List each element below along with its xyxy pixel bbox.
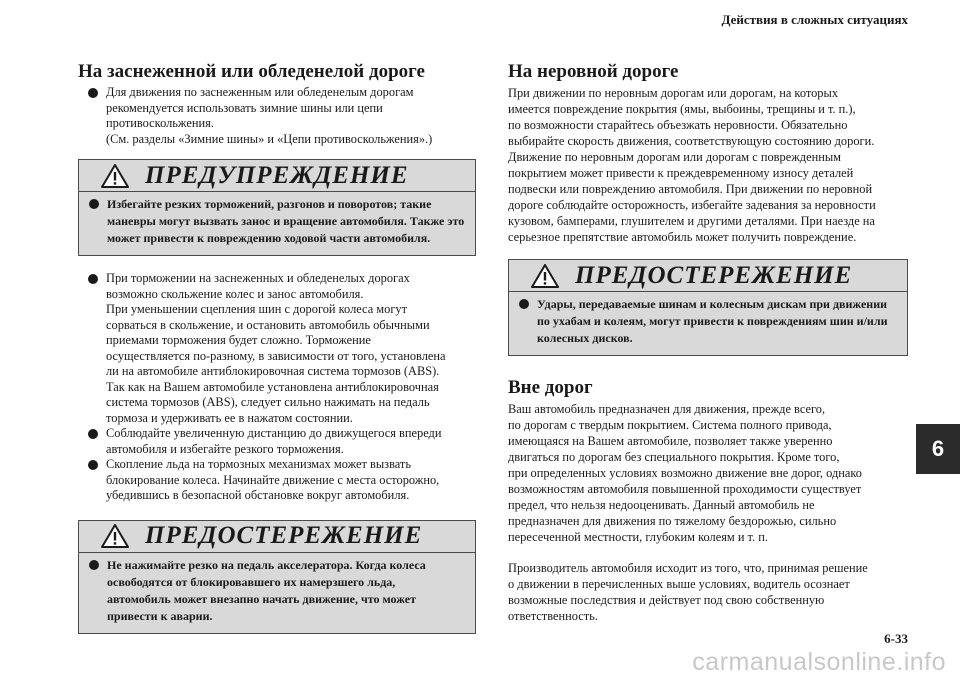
warning-box — [78, 159, 476, 256]
caution-divider — [79, 552, 475, 553]
caution-divider — [509, 291, 907, 292]
caution-box-header — [517, 260, 899, 291]
bullet-dot-icon — [519, 299, 529, 309]
rough-road-paragraph: При движении по неровным дорогам или дорогам, на которых имеется повреждение покрытия (ямы, выбоины, трещины и т. п.), по возможности старайтесь объезжать неровности. Обязательно выбирайте скорость движения, соответствующую состоянию дороги. Движение по неровным дорогам или дорогам с поврежденным покрытием может привести к преждевременному износу деталей подвески или повреждению автомобиля. При движении по неровной дороге соблюдайте осторожность, избегайте задевания за неровности кузовом, бамперами, глушителем и другими деталями. При наезде на серьезное препятствие автомобиль может получить повреждение. — [508, 86, 876, 244]
bullet-dot-icon — [89, 199, 99, 209]
caution-box — [508, 259, 908, 356]
warning-text: Избегайте резких торможений, разгонов и поворотов; такие маневры могут вызвать занос и вращение автомобиля. Также это может привести к повреждению ходовой части автомобиля. — [107, 197, 465, 245]
caution-box — [78, 520, 476, 634]
warning-body — [87, 196, 467, 247]
list-item-text: При торможении на заснеженных и обледенелых дорогах возможно скольжение колес и занос автомобиля. При уменьшении сцепления шин с дорогой колеса могут сорваться в скольжение, и остановить автомобиль обычными приемами торможения будет сложно. Торможение осуществляется по-разному, в зависимости от того, установлена ли на автомобиле антиблокировочная система тормозов (ABS). Так как на Вашем автомобиле установлена антиблокировочная система тормозов (ABS), следует сильно нажимать на педаль тормоза и удерживать ее в нажатом состоянии. — [106, 271, 446, 425]
caution-text: Не нажимайте резко на педаль акселератора. Когда колеса освободятся от блокировавшего их намерзшего льда, автомобиль может внезапно начать движение, что может привести к аварии. — [107, 557, 426, 623]
chapter-tab: 6 — [916, 424, 960, 474]
bullet-dot-icon — [88, 88, 98, 98]
right-column — [508, 60, 908, 624]
list-item-text: Соблюдайте увеличенную дистанцию до движущегося впереди автомобиля и избегайте резкого торможения. — [106, 426, 442, 456]
warning-label: ПРЕДУПРЕЖДЕНИЕ — [145, 161, 409, 189]
list-item-text: Скопление льда на тормозных механизмах может вызвать блокирование колеса. Начинайте движение с места осторожно, убедившись в безопасной обстановке вокруг автомобиля. — [106, 457, 440, 502]
bullet-list-top — [78, 85, 476, 147]
caution-label: ПРЕДОСТЕРЕЖЕНИЕ — [145, 522, 423, 549]
bullet-dot-icon — [88, 429, 98, 439]
section-heading-off-road: Вне дорог — [508, 377, 593, 398]
page-number: 6-33 — [884, 631, 908, 646]
section-heading-snow: На заснеженной или обледенелой дороге — [78, 61, 425, 82]
caution-body — [517, 296, 899, 347]
list-item — [78, 426, 476, 457]
list-item — [78, 85, 476, 147]
warning-triangle-icon — [101, 524, 129, 548]
page-header-title: Действия в сложных ситуациях — [721, 12, 908, 27]
caution-label: ПРЕДОСТЕРЕЖЕНИЕ — [575, 261, 853, 289]
left-column — [78, 60, 476, 634]
caution-box-header — [87, 521, 467, 552]
bullet-dot-icon — [88, 274, 98, 284]
warning-box-header — [87, 160, 467, 191]
list-item — [78, 457, 476, 504]
bullet-dot-icon — [89, 560, 99, 570]
manufacturer-paragraph: Производитель автомобиля исходит из того, что, принимая решение о движении в перечисленных выше условиях, водитель осознает возможные последствия и действует под свою собственную ответственность. — [508, 561, 868, 623]
bullet-dot-icon — [88, 460, 98, 470]
list-item — [78, 271, 476, 426]
warning-triangle-icon — [531, 264, 559, 288]
caution-body — [87, 557, 467, 625]
watermark: carmanualsonline.info — [692, 648, 946, 676]
bullet-list-mid — [78, 271, 476, 504]
caution-text: Удары, передаваемые шинам и колесным дискам при движении по ухабам и колеям, могут привести к повреждениям шин и/или колесных дисков. — [537, 297, 888, 345]
list-item-text: Для движения по заснеженным или обледенелым дорогам рекомендуется использовать зимние шины или цепи противоскольжения. (См. разделы «Зимние шины» и «Цепи противоскольжения».) — [106, 85, 433, 146]
off-road-paragraph: Ваш автомобиль предназначен для движения, прежде всего, по дорогам с твердым покрытием. Система полного привода, имеющаяся на Вашем автомобиле, позволяет также уверенно двигаться по дорогам без специального покрытия. Кроме того, при определенных условиях возможно движение вне дорог, однако возможностям автомобиля повышенной проходимости существует предел, что нельзя недооценивать. Данный автомобиль не предназначен для движения по тяжелому бездорожью, сильно пересеченной местности, глубоким колеям и т. п. — [508, 402, 862, 544]
warning-triangle-icon — [101, 164, 129, 188]
warning-divider — [79, 191, 475, 192]
section-heading-rough-road: На неровной дороге — [508, 61, 679, 82]
